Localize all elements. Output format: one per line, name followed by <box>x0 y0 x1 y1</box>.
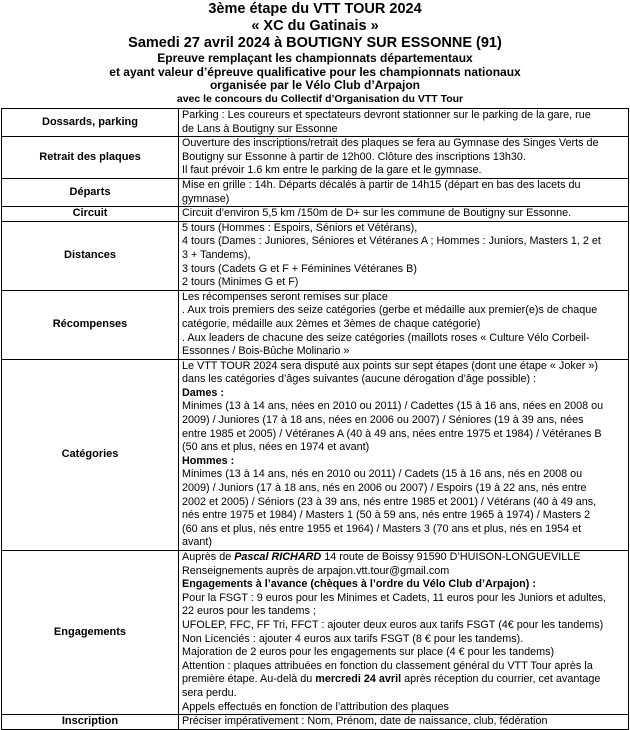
row-label: Départs <box>2 178 179 206</box>
row-content <box>179 359 629 550</box>
row-label: Retrait des plaques <box>2 137 179 179</box>
row-content <box>179 551 629 715</box>
row-content <box>179 715 629 730</box>
text-line: 2002 et 2005) / Séniors (23 à 39 ans, nés entre 1985 et 2001) / Vétérans (40 à 49 ans, <box>182 495 597 508</box>
text-line: 3 tours (Cadets G et F + Féminines Vétéranes B) <box>182 262 417 275</box>
text-line: sera perdu. <box>182 686 237 699</box>
row-categories <box>2 359 629 550</box>
text-line: Parking : Les coureurs et spectateurs devront stationner sur le parking de la gare, rue <box>182 109 591 121</box>
text-line: Pour la FSGT : 9 euros pour les Minimes et Cadets, 11 euros pour les Juniors et adultes, <box>182 591 606 604</box>
title-line-2: « XC du Gatinais » <box>251 18 379 34</box>
deadline-rest: après réception du courrier, cet avantage <box>401 673 601 686</box>
text-line: Préciser impérativement : Nom, Prénom, date de naissance, club, fédération <box>182 715 548 728</box>
text-line: Majoration de 2 euros pour les engagements sur place (4 € pour les tandems) <box>182 646 555 659</box>
text-line: 3 + Tandems), <box>182 248 251 261</box>
text-line: Appels effectués en fonction de l’attribution des plaques <box>182 700 449 713</box>
deadline-line <box>182 673 625 687</box>
contact-name: Pascal RICHARD <box>234 551 322 563</box>
address-line <box>182 551 625 565</box>
text-line: Il faut prévoir 1.6 km entre le parking de la gare et le gymnase. <box>182 164 482 177</box>
row-label: Catégories <box>2 359 179 550</box>
text-line: Boutigny sur Essonne à partir de 12h00. Clôture des inscriptions 13h30. <box>182 150 526 163</box>
row-content <box>179 221 629 290</box>
text-line: 2009) / Juniores (17 à 18 ans, nées en 2006 ou 2007) / Séniores (19 à 39 ans, nées <box>182 414 584 427</box>
text-line: avant) <box>182 536 213 549</box>
text-line: entre 1985 et 2005) / Vétéranes A (40 à 49 ans, nées entre 1975 et 1984) / Vétéranes B <box>182 427 602 440</box>
address-prefix: Auprès de <box>182 551 235 563</box>
row-label: Distances <box>2 221 179 290</box>
text-line: gymnase) <box>182 192 230 205</box>
text-line: Essonnes / Bois-Bûche Molinario » <box>182 345 350 358</box>
row-distances <box>2 221 629 290</box>
text-line: UFOLEP, FFC, FF Tri, FFCT : ajouter deux euros aux tarifs FSGT (4€ pour les tandems) <box>182 618 604 631</box>
subtitle-line-1: Epreuve remplaçant les championnats départementaux <box>157 51 473 65</box>
text-line: Minimes (13 à 14 ans, nées en 2010 ou 2011) / Cadettes (15 à 16 ans, nées en 2008 ou <box>182 400 604 413</box>
text-line: (60 ans et plus, nés entre 1955 et 1964) / Masters 3 (70 ans et plus, nés en 1954 et <box>182 522 582 535</box>
text-line: 2 tours (Minimes G et F) <box>182 276 299 289</box>
text-line: 2009) / Juniors (17 à 18 ans, nés en 2006 ou 2007) / Espoirs (19 à 22 ans, nés entre <box>182 482 587 495</box>
row-dossards <box>2 109 629 137</box>
text-line: 22 euros pour les tandems ; <box>182 605 316 618</box>
row-recompenses <box>2 290 629 359</box>
row-circuit <box>2 207 629 222</box>
row-content <box>179 290 629 359</box>
header <box>0 0 630 105</box>
row-engagements <box>2 551 629 715</box>
text-line: Le VTT TOUR 2024 sera disputé aux points sur sept étapes (dont une étape « Joker ») <box>182 359 598 372</box>
text-line: Ouverture des inscriptions/retrait des plaques se fera au Gymnase des Singes Verts de <box>182 137 599 150</box>
text-line: . Aux leaders de chacune des seize catégories (maillots roses « Culture Vélo Corbeil- <box>182 331 590 344</box>
row-inscription <box>2 715 629 730</box>
deadline-prefix: première étape. Au-delà du <box>182 673 316 686</box>
text-line: Circuit d’environ 5,5 km /150m de D+ sur les commune de Boutigny sur Essonne. <box>182 207 572 220</box>
text-line: dans les catégories d’âges suivantes (aucune dérogation d’âge possible) : <box>182 373 537 386</box>
info-table <box>1 108 629 730</box>
text-line: de Lans à Boutigny sur Essonne <box>182 122 338 135</box>
subtitle-line-4: avec le concours du Collectif d’Organisation du VTT Tour <box>176 92 464 105</box>
advance-heading: Engagements à l’avance (chèques à l’ordre du Vélo Club d’Arpajon) : <box>182 578 536 591</box>
row-content <box>179 207 629 222</box>
title-line-1: 3ème étape du VTT TOUR 2024 <box>208 1 422 17</box>
text-line: 5 tours (Hommes : Espoirs, Séniors et Vétérans), <box>182 221 418 234</box>
row-content <box>179 109 629 137</box>
row-label: Engagements <box>2 551 179 715</box>
address-rest: 14 route de Boissy 91590 D’HUISON-LONGUEVILLE <box>321 551 581 563</box>
row-departs <box>2 178 629 206</box>
row-label: Inscription <box>2 715 179 730</box>
dames-heading: Dames : <box>182 386 225 399</box>
text-line: Les récompenses seront remises sur place <box>182 290 388 303</box>
text-line: (50 ans et plus, nées en 1974 et avant) <box>182 441 370 454</box>
text-line: Attention : plaques attribuées en fonction du classement général du VTT Tour après la <box>182 659 593 672</box>
row-label: Récompenses <box>2 290 179 359</box>
text-line: nés entre 1975 et 1984) / Masters 1 (50 à 59 ans, nés entre 1965 à 1974) / Masters 2 <box>182 509 591 522</box>
title-line-3: Samedi 27 avril 2024 à BOUTIGNY SUR ESSONNE (91) <box>128 35 502 51</box>
row-label: Circuit <box>2 207 179 222</box>
row-label: Dossards, parking <box>2 109 179 137</box>
text-line: . Aux trois premiers des seize catégories (gerbe et médaille aux premier(e)s de chaque <box>182 304 598 317</box>
subtitle-line-2: et ayant valeur d’épreuve qualificative pour les championnats nationaux <box>109 64 521 79</box>
row-content <box>179 137 629 179</box>
row-content <box>179 178 629 206</box>
text-line: Mise en grille : 14h. Départs décalés à partir de 14h15 (départ en bas des lacets du <box>182 178 581 191</box>
subtitle-line-3: organisée par le Vélo Club d’Arpajon <box>209 78 421 92</box>
text-line: 4 tours (Dames : Juniores, Séniores et Vétéranes A ; Hommes : Juniors, Masters 1, 2 et <box>182 235 601 248</box>
deadline-date: mercredi 24 avril <box>315 673 402 686</box>
row-retrait <box>2 137 629 179</box>
hommes-heading: Hommes : <box>182 454 235 467</box>
info-email-line: Renseignements auprès de arpajon.vtt.tour@gmail.com <box>182 564 450 577</box>
text-line: Non Licenciés : ajouter 4 euros aux tarifs FSGT (8 € pour les tandems). <box>182 632 524 645</box>
text-line: Minimes (13 à 14 ans, nés en 2010 ou 2011) / Cadets (15 à 16 ans, nés en 2008 ou <box>182 468 583 481</box>
text-line: catégorie, médaille aux 2èmes et 3èmes de chaque catégorie) <box>182 317 481 330</box>
